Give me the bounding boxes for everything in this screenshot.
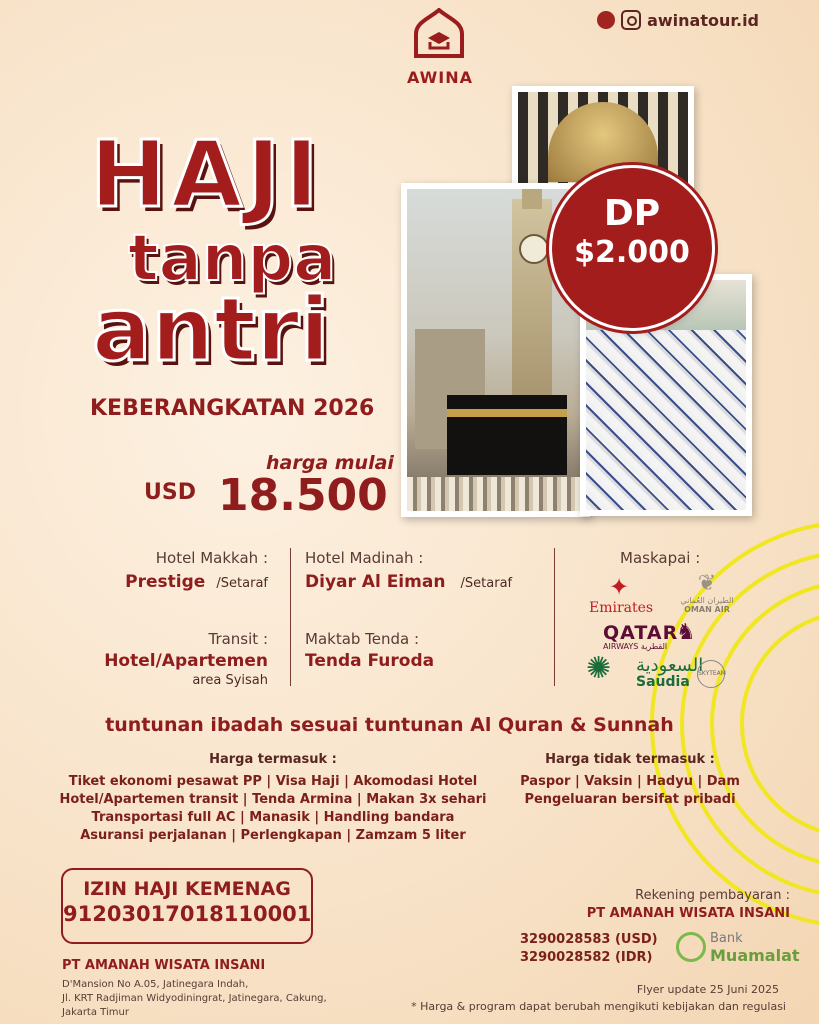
excluded-line: Paspor | Vaksin | Hadyu | Dam [520,774,740,789]
headline-haji: HAJI [90,121,323,228]
maskapai-label: Maskapai : [620,549,701,567]
payment-company: PT AMANAH WISATA INSANI [586,906,790,921]
excluded-title: Harga tidak termasuk : [545,752,715,767]
awina-logo-icon [410,8,468,60]
tagline: tuntunan ibadah sesuai tuntunan Al Quran & Sunnah [105,714,674,736]
price-amount: 18.500 [218,470,388,521]
account-usd: 3290028583 (USD) [520,932,658,947]
included-list [0,773,546,845]
headline-tanpa: tanpa [128,222,337,296]
saudia-text-ar: السعودية [636,655,704,676]
skyteam-logo: SKYTEAM [697,660,725,688]
address-line: Jakarta Timur [62,1007,129,1018]
omanair-icon: ❦ [697,571,717,596]
hotel-makkah [0,572,268,592]
instagram-icon [621,10,641,30]
license-title: IZIN HAJI KEMENAG [83,878,291,900]
transit-value: Hotel/Apartemen [104,651,268,671]
address-line: D'Mansion No A.05, Jatinegara Indah, [62,979,249,990]
globe-icon [597,11,615,29]
company-name: PT AMANAH WISATA INSANI [62,958,266,973]
headline-antri: antri [92,278,330,381]
disclaimer: * Harga & program dapat berubah mengikuti kebijakan dan regulasi [411,1000,786,1013]
maktab-value: Tenda Furoda [305,651,435,671]
qatar-sub-text: AIRWAYS القطرية [603,642,668,651]
transit-note: area Syisah [192,673,268,688]
dp-amount: $2.000 [574,235,690,270]
social-handle[interactable] [597,10,759,30]
emirates-logo [589,573,654,616]
hotel-makkah-note: /Setaraf [216,576,268,591]
excluded-line: Pengeluaran bersifat pribadi [524,792,736,807]
brand-name: AWINA [406,68,474,87]
saudia-palm-icon: ✺ [586,651,612,686]
hotel-madinah-value: Diyar Al Eiman [305,572,446,592]
emirates-text: Emirates [589,600,654,616]
flyer-update: Flyer update 25 Juni 2025 [636,983,779,996]
divider [554,548,555,686]
omanair-logo [672,572,742,614]
qatar-text: QATAR [603,622,679,644]
omanair-text: OMAN AIR [684,605,730,614]
bank-label: Bank [710,931,743,946]
included-line: Tiket ekonomi pesawat PP | Visa Haji | Akomodasi Hotel [68,774,478,789]
dp-badge [556,172,708,324]
qatar-oryx-icon: ♞ [676,620,696,645]
hotel-madinah-note: /Setaraf [460,576,513,591]
divider [290,548,291,686]
hotel-makkah-value: Prestige [125,572,206,592]
website-text: awinatour.id [647,10,759,30]
hotel-madinah-label: Hotel Madinah : [305,549,424,567]
bank-muamalat-icon [676,932,706,962]
price-label: harga mulai [266,452,394,474]
address-line: Jl. KRT Radjiman Widyodiningrat, Jatinegara, Cakung, [62,993,327,1004]
maktab-label: Maktab Tenda : [305,630,420,648]
included-title: Harga termasuk : [209,752,337,767]
transit-label: Transit : [208,630,268,648]
included-line: Transportasi full AC | Manasik | Handling bandara [91,810,455,825]
included-line: Hotel/Apartemen transit | Tenda Armina | Makan 3x sehari [59,792,487,807]
omanair-text-ar: الطيران العُماني [680,596,734,605]
price-currency: USD [144,480,196,505]
bank-name: Muamalat [710,946,800,965]
saudia-text: Saudia [636,674,690,690]
departure-year: KEBERANGKATAN 2026 [90,396,375,421]
excluded-list [520,773,740,809]
account-idr: 3290028582 (IDR) [520,950,653,965]
hotel-madinah [305,572,512,592]
emirates-icon: ✦ [608,573,630,601]
hotel-makkah-label: Hotel Makkah : [155,549,268,567]
payment-label: Rekening pembayaran : [635,888,790,903]
license-number: 91203017018110001 [63,902,312,926]
included-line: Asuransi perjalanan | Perlengkapan | Zamzam 5 liter [80,828,466,843]
dp-label: DP [603,193,661,234]
